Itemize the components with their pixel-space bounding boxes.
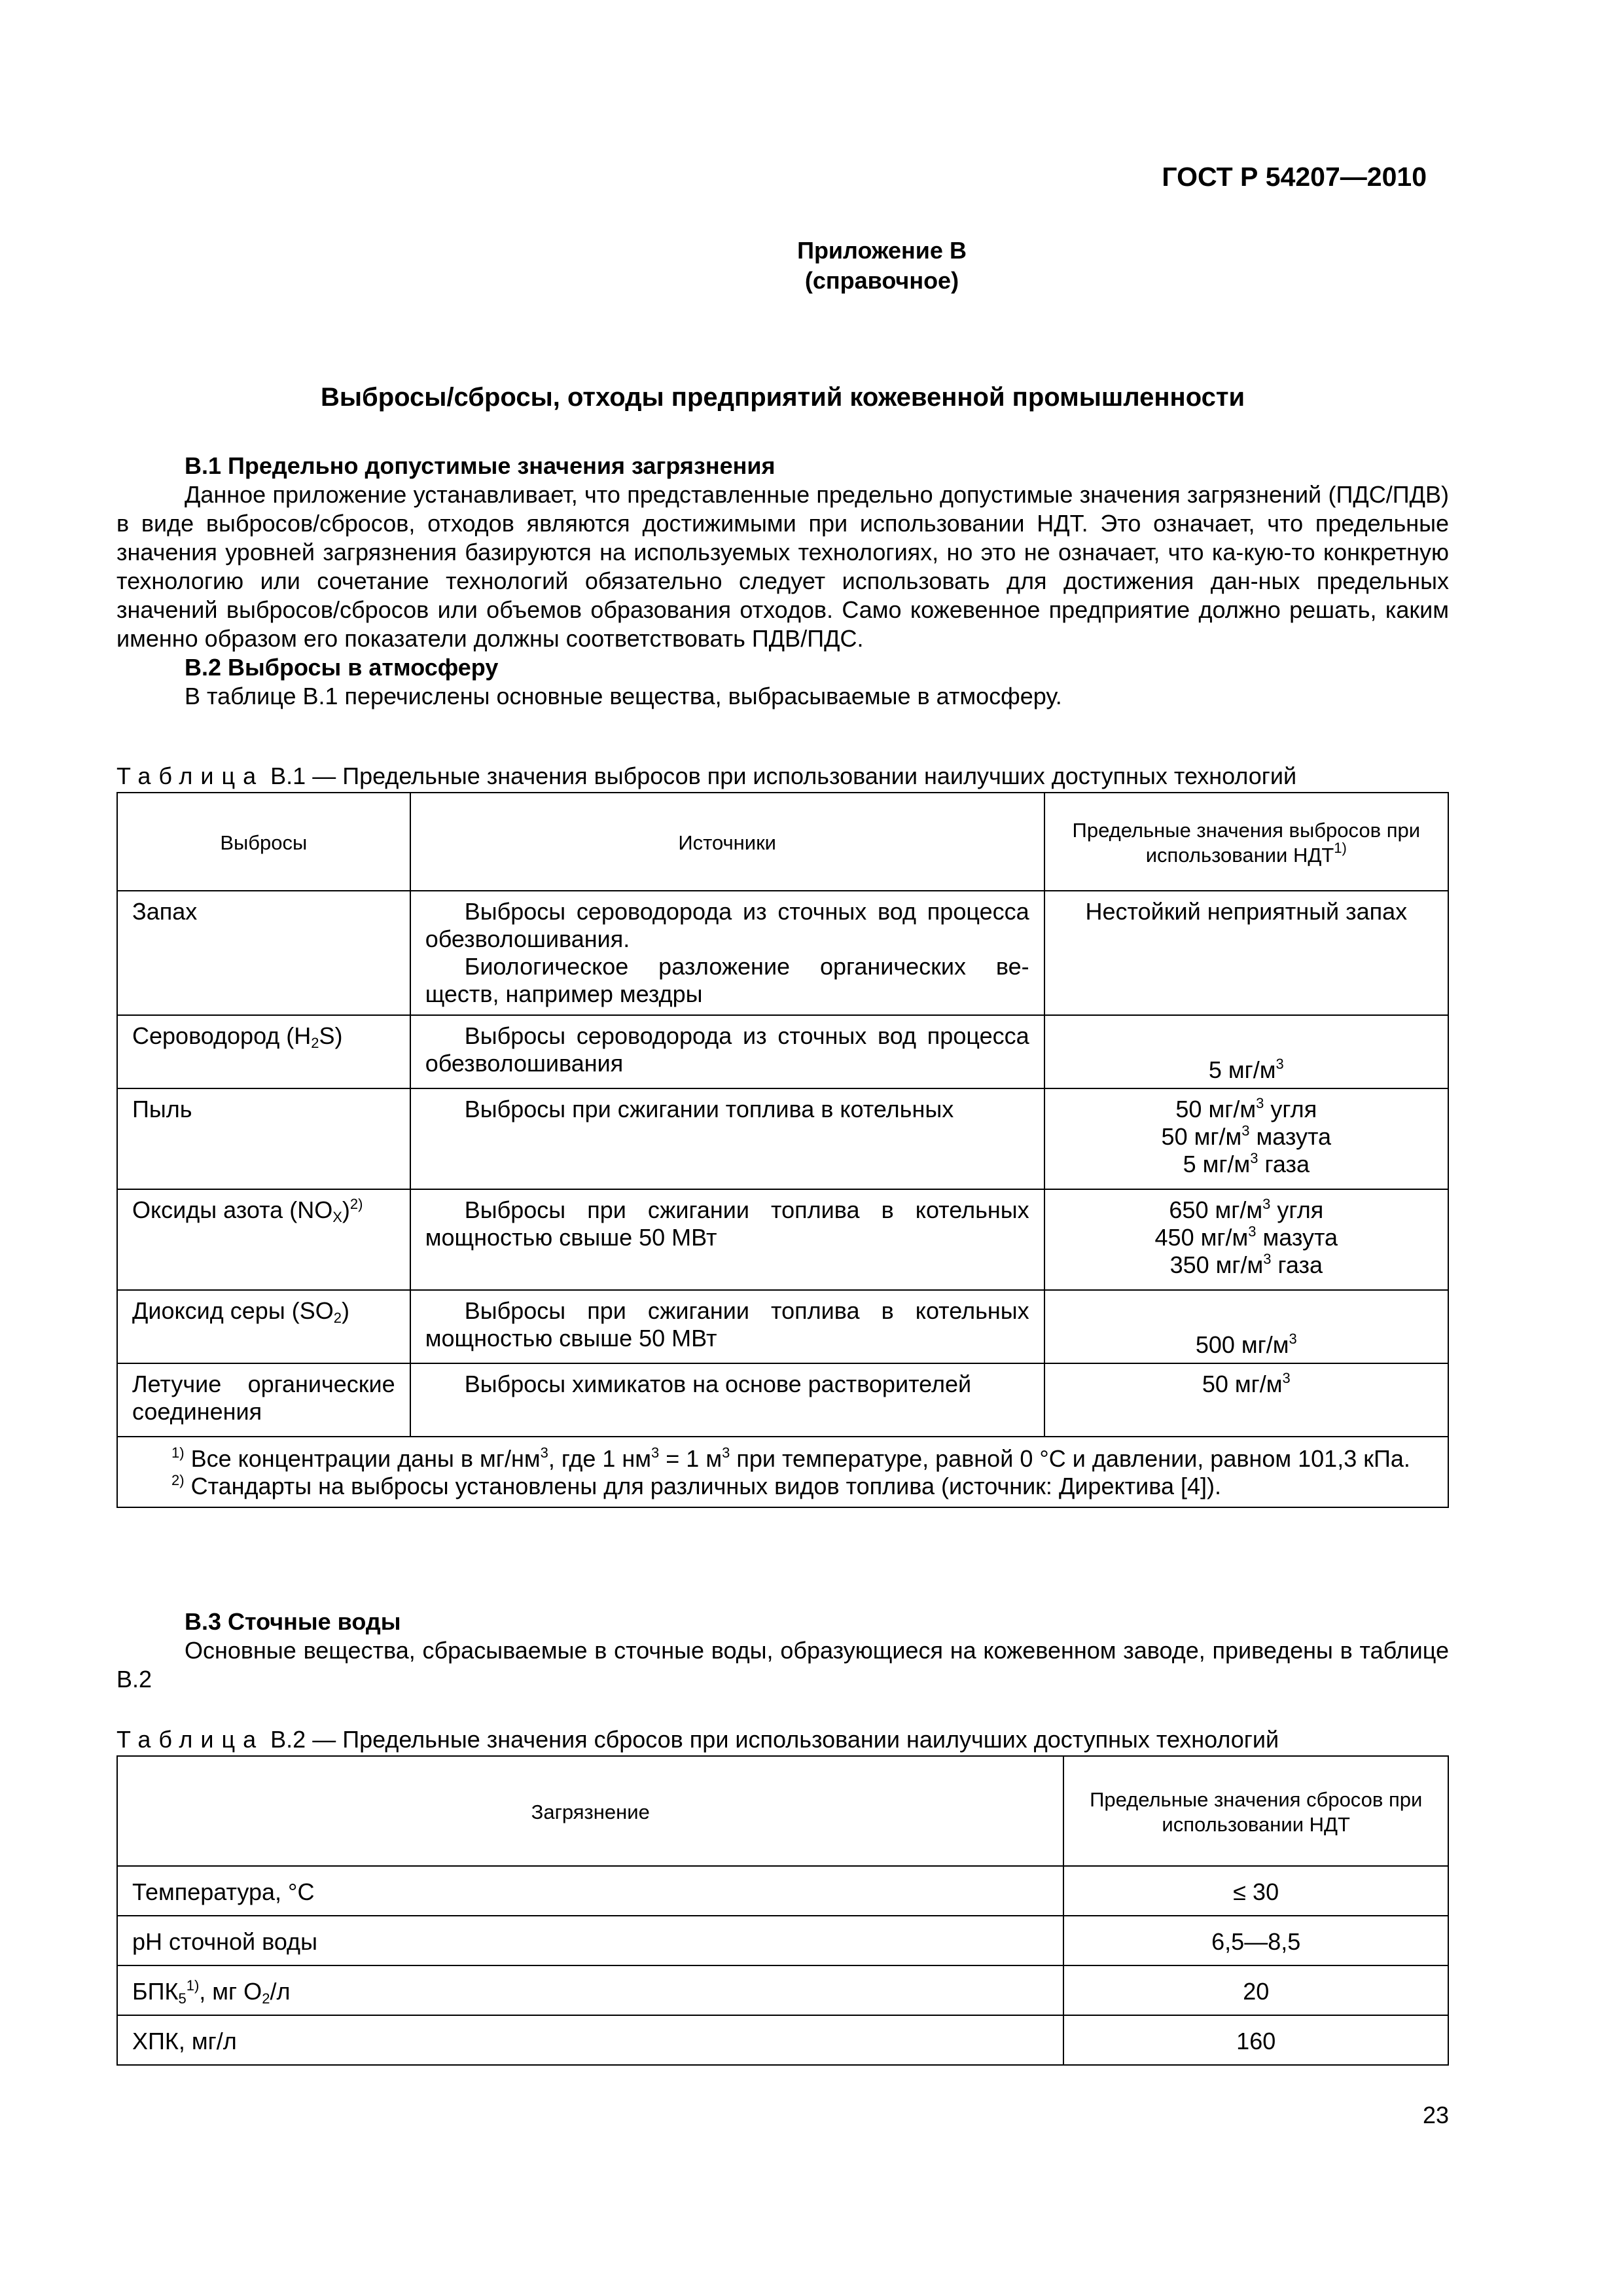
page-number: 23 [1422, 2102, 1449, 2128]
table2-header-limits: Предельные значения сбросов при использовании НДТ [1063, 1756, 1448, 1866]
document-id: ГОСТ Р 54207—2010 [1162, 162, 1427, 192]
table1-cell-source: Выбросы при сжигании топлива в котельных [410, 1088, 1044, 1189]
appendix-heading [0, 236, 1623, 296]
table-row [117, 1290, 1448, 1363]
table1-cell-limit: 50 $мг/м^3$ [1044, 1363, 1448, 1437]
table1-caption-word: Таблица [116, 762, 264, 789]
table2-header-row [117, 1756, 1448, 1866]
table1-footnotes [117, 1437, 1448, 1507]
appendix-label: Приложение В [797, 237, 967, 264]
table1-cell-emission: Диоксид серы $(SO_2)$ [117, 1290, 410, 1363]
table-row [117, 1916, 1448, 1965]
table-row [117, 2015, 1448, 2065]
table-row [117, 1363, 1448, 1437]
table2-cell-limit: ≤ 30 [1063, 1866, 1448, 1916]
table1-cell-source: Выбросы химикатов на основе растворителей [410, 1363, 1044, 1437]
table2-caption-text: В.2 — Предельные значения сбросов при использовании наилучших доступных технологий [270, 1726, 1279, 1753]
table1-header-emissions: Выбросы [117, 793, 410, 891]
table1-cell-limit: Нестойкий неприятный запах [1044, 891, 1448, 1015]
table2-caption [116, 1725, 1279, 1754]
section-b2-text: В таблице В.1 перечислены основные вещества, выбрасываемые в атмосферу. [185, 683, 1062, 709]
table2-cell-limit: 160 [1063, 2015, 1448, 2065]
section-b1-text: Данное приложение устанавливает, что представленные предельно допустимые значения загрязнений (ПДС/ПДВ) в виде выбросов/сбросов, отходов являются достижимыми при использовании НДТ. Это означает, что предельные значения уровней загрязнения базируются на используемых технологиях, но это не означает, что ка-кую-то конкретную технологию или сочетание технологий обязательно следует использовать для достижения дан-ных предельных значений выбросов/сбросов или объемов образования отходов. Само кожевенное предприятие должно решать, каким именно образом его показатели должны соответствовать ПДВ/ПДС. [116, 481, 1449, 652]
table1-cell-emission: Оксиды азота $(NO_X)^{2)}$ [117, 1189, 410, 1290]
table1-cell-source: Выбросы при сжигании топлива в котельных мощностью свыше 50 МВт [410, 1290, 1044, 1363]
table1-footnote-2: $^{2)}$ Стандарты на выбросы установлены для различных видов топлива (источник: Директива [4]). [171, 1472, 1221, 1499]
table1-cell-emission: Сероводород $(H_2S)$ [117, 1015, 410, 1088]
table1-cell-limit: 500 $мг/м^3$ [1044, 1290, 1448, 1363]
table2-header-pollutant: Загрязнение [117, 1756, 1063, 1866]
table2-cell-pollutant: $БПК_5^{1)}$, мг $O_2/л$ [117, 1965, 1063, 2015]
section-b1 [116, 452, 1449, 711]
table-row [117, 1866, 1448, 1916]
appendix-type: (справочное) [804, 267, 959, 294]
table1-cell-source: Выбросы при сжигании топлива в котельных мощностью свыше 50 МВт [410, 1189, 1044, 1290]
table2-cell-limit: 20 [1063, 1965, 1448, 2015]
table-row [117, 1015, 1448, 1088]
table2-cell-pollutant: ХПК, мг/л [117, 2015, 1063, 2065]
table1-footnote-1: $^{1)}$ Все концентрации даны в $мг/нм^3$, где 1 $нм^3 = 1$ $м^3$ при температуре, равной 0 °С и давлении, равном 101,3 кПа. [171, 1444, 1410, 1472]
table1-cell-limit: 5 $мг/м^3$ [1044, 1015, 1448, 1088]
section-b1-heading: В.1 Предельно допустимые значения загрязнения [185, 452, 776, 479]
table1-caption-text: В.1 — Предельные значения выбросов при использовании наилучших доступных технологий [270, 762, 1297, 789]
section-b3-heading: В.3 Сточные воды [185, 1608, 401, 1635]
table-b2 [116, 1755, 1449, 2066]
section-title: Выбросы/сбросы, отходы предприятий кожевенной промышленности [320, 383, 1245, 412]
table1-cell-source: Выбросы сероводорода из сточных вод процесса обезволошивания. Биологическое разложение органических ве-ществ, например мездры [410, 891, 1044, 1015]
section-b3-text: Основные вещества, сбрасываемые в сточные воды, образующиеся на кожевенном заводе, приведены в таблице В.2 [116, 1637, 1449, 1693]
table2-caption-word: Таблица [116, 1726, 264, 1753]
table1-header-row [117, 793, 1448, 891]
table-row [117, 1965, 1448, 2015]
table2-cell-pollutant: pH сточной воды [117, 1916, 1063, 1965]
section-b2-heading: В.2 Выбросы в атмосферу [185, 654, 499, 681]
table2-cell-limit: 6,5—8,5 [1063, 1916, 1448, 1965]
table1-cell-source: Выбросы сероводорода из сточных вод процесса обезволошивания [410, 1015, 1044, 1088]
table-row [117, 1088, 1448, 1189]
table1-cell-emission: Запах [117, 891, 410, 1015]
table1-header-sources: Источники [410, 793, 1044, 891]
table1-cell-emission: Пыль [117, 1088, 410, 1189]
table-row [117, 1189, 1448, 1290]
table1-caption [116, 762, 1296, 791]
section-b3 [116, 1607, 1449, 1694]
table1-cell-limit: 50 $мг/м^3$ угля 50 $мг/м^3$ мазута 5 $мг/м^3$ газа [1044, 1088, 1448, 1189]
table1-cell-limit: 650 $мг/м^3$ угля 450 $мг/м^3$ мазута 350 $мг/м^3$ газа [1044, 1189, 1448, 1290]
table1-header-limits: Предельные значения выбросов при использовании НДТ$^{1)}$ [1044, 793, 1448, 891]
table1-cell-emission: Летучие органические соединения [117, 1363, 410, 1437]
table2-cell-pollutant: Температура, °С [117, 1866, 1063, 1916]
table-b1 [116, 792, 1449, 1508]
table-row [117, 891, 1448, 1015]
